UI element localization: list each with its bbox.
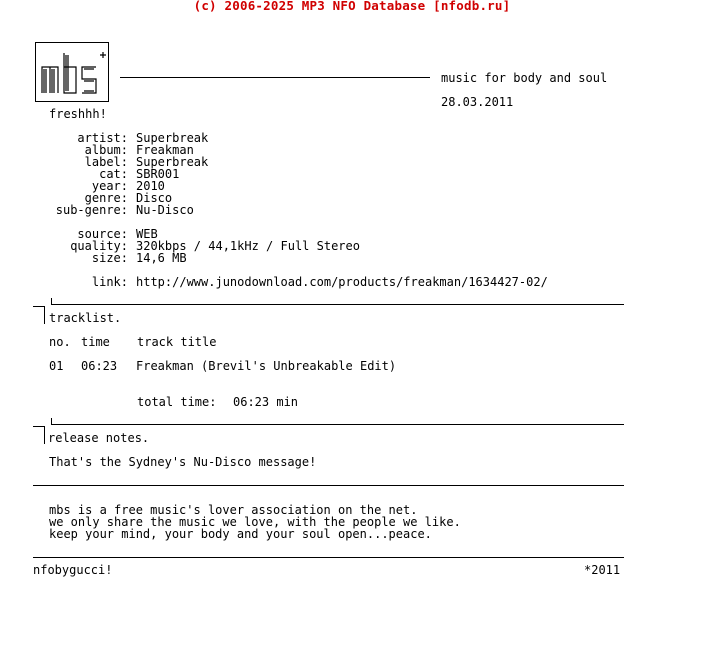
cat-value: SBR001 (136, 167, 180, 181)
tracklist-heading: tracklist. (49, 311, 122, 325)
release-note: freshhh! (49, 107, 107, 121)
album-label: album: (84, 143, 128, 157)
quality-label: quality: (70, 239, 128, 253)
col-time: time (81, 335, 110, 349)
label-value: Superbreak (136, 155, 209, 169)
credit-banner: (c) 2006-2025 MP3 NFO Database [nfodb.ru] (193, 0, 511, 13)
about-divider-top (33, 485, 624, 486)
about-line-1: mbs is a free music's lover association on the net. (49, 503, 418, 517)
col-no: no. (49, 335, 71, 349)
tracklist-divider (51, 304, 624, 305)
mbs-logo (35, 42, 109, 102)
quality-value: 320kbps / 44,1kHz / Full Stereo (136, 239, 360, 253)
size-label: size: (91, 251, 128, 265)
subgenre-label: sub-genre: (55, 203, 128, 217)
about-line-2: we only share the music we love, with the people we like. (49, 515, 461, 529)
artist-value: Superbreak (136, 131, 209, 145)
source-value: WEB (136, 227, 158, 241)
notes-heading: release notes. (48, 431, 150, 445)
tagline: music for body and soul (441, 71, 608, 85)
track-title: Freakman (Brevil's Unbreakable Edit) (136, 359, 397, 373)
link-label: link: (91, 275, 128, 289)
release-date: 28.03.2011 (441, 95, 514, 109)
footer-year: *2011 (584, 563, 621, 577)
total-time-label: total time: (137, 395, 217, 409)
total-time-value: 06:23 min (233, 395, 299, 409)
artist-label: artist: (77, 131, 128, 145)
track-time: 06:23 (81, 359, 118, 373)
header-divider (120, 77, 430, 78)
divider-tick (44, 306, 45, 324)
col-title: track title (137, 335, 217, 349)
genre-label: genre: (84, 191, 128, 205)
footer-divider (33, 557, 624, 558)
link-value[interactable]: http://www.junodownload.com/products/freakman/1634427-02/ (136, 275, 548, 289)
about-line-3: keep your mind, your body and your soul open...peace. (49, 527, 432, 541)
year-value: 2010 (136, 179, 165, 193)
album-value: Freakman (136, 143, 194, 157)
label-label: label: (84, 155, 128, 169)
cat-label: cat: (99, 167, 128, 181)
notes-text: That's the Sydney's Nu-Disco message! (49, 455, 317, 469)
track-no: 01 (49, 359, 64, 373)
source-label: source: (77, 227, 128, 241)
mbs-logo-icon (36, 43, 108, 101)
track-row (0, 360, 704, 372)
size-value: 14,6 MB (136, 251, 187, 265)
divider-tick (44, 426, 45, 444)
subgenre-value: Nu-Disco (136, 203, 194, 217)
footer-signature: nfobygucci! (33, 563, 113, 577)
year-label: year: (91, 179, 128, 193)
genre-value: Disco (136, 191, 173, 205)
notes-divider (51, 424, 624, 425)
